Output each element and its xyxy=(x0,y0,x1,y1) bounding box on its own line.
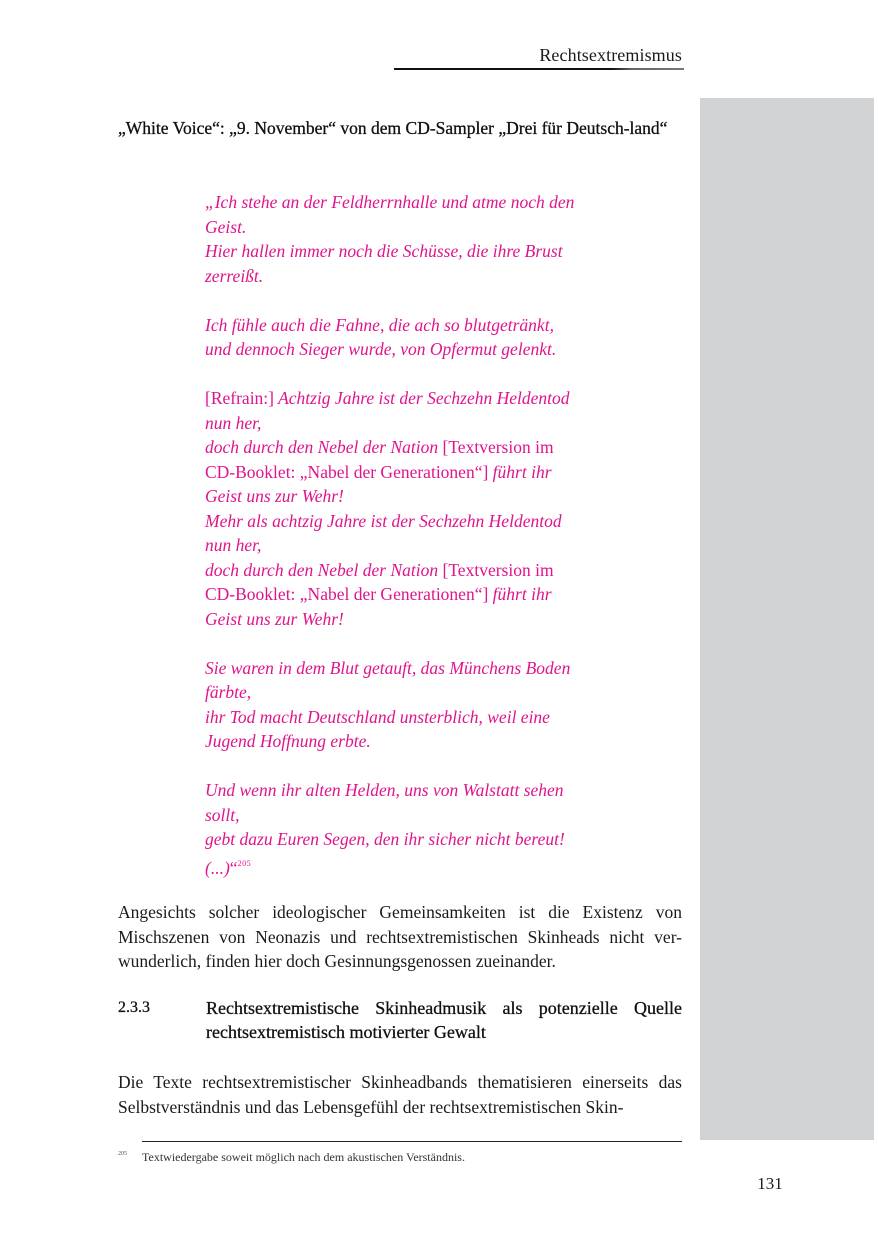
lyric-line: sollt, xyxy=(205,804,240,825)
lyric-line: nun her, xyxy=(205,412,262,433)
lyric-line: Geist. xyxy=(205,216,247,237)
lyric-line: nun her, xyxy=(205,535,262,555)
editorial-note: [Textversion im xyxy=(442,559,554,580)
editorial-note: CD-Booklet: „Nabel der Generationen“] xyxy=(205,461,489,482)
song-heading: „White Voice“: „9. November“ von dem CD-Sampler „Drei für Deutsch-land“ xyxy=(118,118,668,138)
body-paragraph: Angesichts solcher ideologischer Gemeinsamkeiten ist die Existenz von Mischszenen von Neonazis und rechtsextremistischen Skinheads nicht ver-wunderlich, finden hier doch Gesinnungsgenossen zueinander. xyxy=(118,902,682,971)
footnote-reference[interactable]: 205 xyxy=(237,858,252,868)
lyrics-stanza-refrain xyxy=(205,386,595,631)
refrain-label: [Refrain:] xyxy=(205,388,274,408)
lyric-line: zerreißt. xyxy=(205,265,264,286)
lyric-line: Ich fühle auch die Fahne, die ach so blutgetränkt, xyxy=(205,314,554,335)
lyric-line: Mehr als achtzig Jahre ist der Sechzehn Heldentod xyxy=(205,510,562,531)
lyric-line: doch durch den Nebel der Nation [Textversion im xyxy=(205,437,554,457)
lyric-line: Sie waren in dem Blut getauft, das Münchens Boden xyxy=(205,657,571,678)
lyric-line: Und wenn ihr alten Helden, uns von Walstatt sehen xyxy=(205,780,564,800)
lyric-line: CD-Booklet: „Nabel der Generationen“] führt ihr xyxy=(205,584,552,604)
lyric-line: Jugend Hoffnung erbte. xyxy=(205,731,371,751)
header-rule xyxy=(394,68,684,70)
lyric-line: CD-Booklet: „Nabel der Generationen“] führt ihr xyxy=(205,461,552,482)
lyric-line: Geist uns zur Wehr! xyxy=(205,486,344,506)
footnote-number: 205 xyxy=(118,1151,127,1157)
subsection-title: Rechtsextremistische Skinheadmusik als potenzielle Quelle rechtsextremistisch motivierter Gewalt xyxy=(206,998,682,1042)
section-heading-block xyxy=(118,116,682,140)
lyric-line: färbte, xyxy=(205,682,252,702)
editorial-note: CD-Booklet: „Nabel der Generationen“] xyxy=(205,584,489,604)
subsection-number: 2.3.3 xyxy=(118,999,150,1016)
lyrics-quote xyxy=(205,190,595,905)
lyric-line: (...)“$^{205}$ xyxy=(205,857,252,878)
lyric-line: gebt dazu Euren Segen, den ihr sicher nicht bereut! xyxy=(205,829,565,849)
lyrics-stanza-5 xyxy=(205,778,595,880)
page-number: 131 xyxy=(757,1174,783,1193)
lyrics-stanza-2 xyxy=(205,313,595,362)
lyric-line: und dennoch Sieger wurde, von Opfermut gelenkt. xyxy=(205,339,557,359)
editorial-note: [Textversion im xyxy=(442,437,554,457)
footnote-text: Textwiedergabe soweit möglich nach dem akustischen Verständnis. xyxy=(142,1150,465,1164)
lyric-line: Hier hallen immer noch die Schüsse, die ihre Brust xyxy=(205,241,563,261)
lyrics-stanza-1 xyxy=(205,190,595,288)
subsection-heading xyxy=(118,996,682,1044)
body-paragraph: Die Texte rechtsextremistischer Skinheadbands thematisieren einerseits das Selbstverständnis und das Lebensgefühl der rechtsextremistischen Skin- xyxy=(118,1072,682,1117)
lyrics-stanza-4 xyxy=(205,656,595,754)
lyric-line: doch durch den Nebel der Nation [Textversion im xyxy=(205,559,554,580)
lyric-line: „Ich stehe an der Feldherrnhalle und atme noch den xyxy=(205,192,575,212)
side-thumb-tab xyxy=(700,98,874,1140)
footnote-divider xyxy=(142,1141,682,1142)
running-header: Rechtsextremismus xyxy=(539,45,682,65)
lyric-line: [Refrain:] Achtzig Jahre ist der Sechzehn Heldentod xyxy=(205,388,570,408)
footnote xyxy=(118,1149,682,1165)
lyric-line: Geist uns zur Wehr! xyxy=(205,608,344,629)
lyric-line: ihr Tod macht Deutschland unsterblich, weil eine xyxy=(205,706,550,727)
